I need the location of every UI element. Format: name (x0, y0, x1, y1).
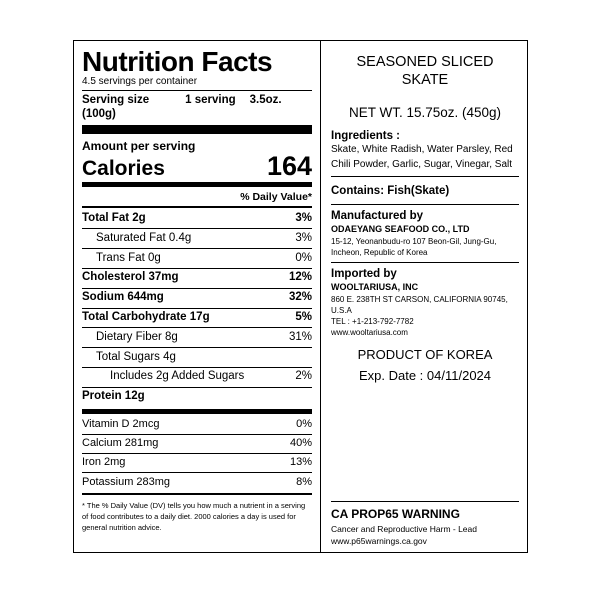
micronutrient-label: Calcium 281mg (82, 437, 159, 450)
daily-value-footnote: * The % Daily Value (DV) tells you how much a nutrient in a serving of food contributes to a daily diet. 2000 calories a day is used for general nutrition advice. (82, 501, 306, 533)
product-name-line2: SKATE (401, 72, 449, 89)
nutrition-label-panel (73, 40, 528, 553)
calories-value: 164 (266, 150, 312, 181)
product-name (331, 53, 519, 89)
importer-name: WOOLTARIUSA, INC (331, 282, 419, 293)
divider-section-3 (331, 262, 519, 263)
micronutrient-label: Vitamin D 2mcg (82, 418, 160, 431)
right-spacer (331, 389, 519, 497)
nutrient-label: Trans Fat 0g (96, 251, 161, 264)
net-weight: NET WT. 15.75oz. (450g) (348, 105, 502, 121)
divider-thick-3 (82, 409, 312, 414)
prop65-warning-line1: Cancer and Reproductive Harm - Lead (331, 523, 477, 534)
micronutrient-label: Iron 2mg (82, 456, 126, 469)
contains-allergen: Contains: Fish(Skate) (331, 185, 450, 198)
divider-thin-1 (82, 90, 312, 91)
micronutrient-row (82, 453, 312, 472)
nutrient-row (82, 248, 312, 268)
nutrient-daily-value: 32% (288, 291, 312, 304)
serving-size-value: 1 serving (185, 94, 236, 107)
nutrient-label: Includes 2g Added Sugars (110, 370, 245, 383)
nutrient-daily-value: 3% (295, 231, 312, 244)
importer-telephone: TEL : +1-213-792-7782 (331, 317, 414, 327)
nutrient-row (82, 268, 312, 288)
calories-label: Calories (82, 156, 165, 180)
nutrient-daily-value: 31% (288, 330, 312, 343)
divider-section-4 (331, 501, 519, 502)
serving-size-label: Serving size (82, 94, 150, 107)
nutrient-daily-value: 3% (295, 212, 312, 225)
left-spacer (82, 534, 312, 548)
nutrient-label: Total Fat 2g (82, 212, 146, 225)
nutrient-daily-value: 5% (295, 311, 312, 324)
nutrient-label: Sodium 644mg (82, 291, 164, 304)
ingredients-header: Ingredients : (331, 130, 401, 143)
serving-size-grams: (100g) (82, 107, 116, 120)
product-name-line1: SEASONED SLICED (356, 54, 494, 70)
micronutrient-daily-value: 8% (296, 475, 312, 488)
daily-value-header: % Daily Value* (240, 190, 312, 203)
divider-thick-2 (82, 182, 312, 187)
calories-row (82, 150, 312, 181)
nutrient-row (82, 387, 312, 407)
nutrient-daily-value: 0% (295, 251, 312, 264)
micronutrient-daily-value: 0% (296, 418, 312, 431)
nutrient-label: Saturated Fat 0.4g (96, 231, 192, 244)
micronutrient-label: Potassium 283mg (82, 475, 171, 488)
macro-nutrient-list (82, 210, 312, 407)
divider-section-1 (331, 176, 519, 177)
prop65-warning-link[interactable]: www.p65warnings.ca.gov (331, 536, 427, 547)
amount-per-serving-label: Amount per serving (82, 138, 196, 153)
imported-by-header: Imported by (331, 268, 397, 281)
prop65-warning-header: CA PROP65 WARNING (331, 506, 460, 521)
micronutrient-daily-value: 13% (289, 456, 312, 469)
expiration-date: Exp. Date : 04/11/2024 (358, 367, 492, 383)
serving-size-weight: 3.5oz. (249, 94, 282, 107)
nutrient-row (82, 288, 312, 308)
nutrient-label: Cholesterol 37mg (82, 271, 179, 284)
manufacturer-name: ODAEYANG SEAFOOD CO., LTD (331, 224, 470, 235)
nutrient-daily-value: 12% (288, 271, 312, 284)
nutrient-row (82, 308, 312, 328)
nutrient-row (82, 228, 312, 248)
nutrient-row (82, 327, 312, 347)
nutrient-label: Protein 12g (82, 390, 145, 403)
micronutrient-row (82, 416, 312, 434)
nutrition-facts-title: Nutrition Facts (82, 46, 273, 77)
micro-nutrient-list (82, 416, 312, 492)
manufactured-by-header: Manufactured by (331, 210, 424, 223)
nutrient-label: Dietary Fiber 8g (96, 330, 178, 343)
divider-med-1 (82, 206, 312, 208)
nutrient-row (82, 367, 312, 387)
ingredients-body: Skate, White Radish, Water Parsley, Red Chili Powder, Garlic, Sugar, Vinegar, Salt (331, 144, 513, 170)
micronutrient-row (82, 472, 312, 491)
importer-website[interactable]: www.wooltariusa.com (331, 328, 408, 338)
nutrient-label: Total Carbohydrate 17g (82, 311, 210, 324)
divider-section-2 (331, 204, 519, 205)
micronutrient-daily-value: 40% (289, 437, 312, 450)
micronutrient-row (82, 434, 312, 453)
nutrient-daily-value: 2% (295, 370, 312, 383)
nutrient-row (82, 347, 312, 367)
importer-address: 860 E. 238TH ST CARSON, CALIFORNIA 90745, U.S.A (331, 294, 508, 315)
country-of-origin: PRODUCT OF KOREA (357, 346, 493, 362)
serving-size-row (82, 93, 312, 107)
product-info-column (321, 41, 527, 552)
nutrient-row (82, 210, 312, 229)
nutrient-label: Total Sugars 4g (96, 350, 176, 363)
nutrition-facts-column (74, 41, 321, 552)
manufacturer-address: 15-12, Yeonanbudu-ro 107 Beon-Gil, Jung-Gu, Incheon, Republic of Korea (331, 236, 497, 258)
divider-med-2 (82, 493, 312, 495)
divider-thick-1 (82, 125, 312, 134)
servings-per-container: 4.5 servings per container (82, 76, 198, 88)
